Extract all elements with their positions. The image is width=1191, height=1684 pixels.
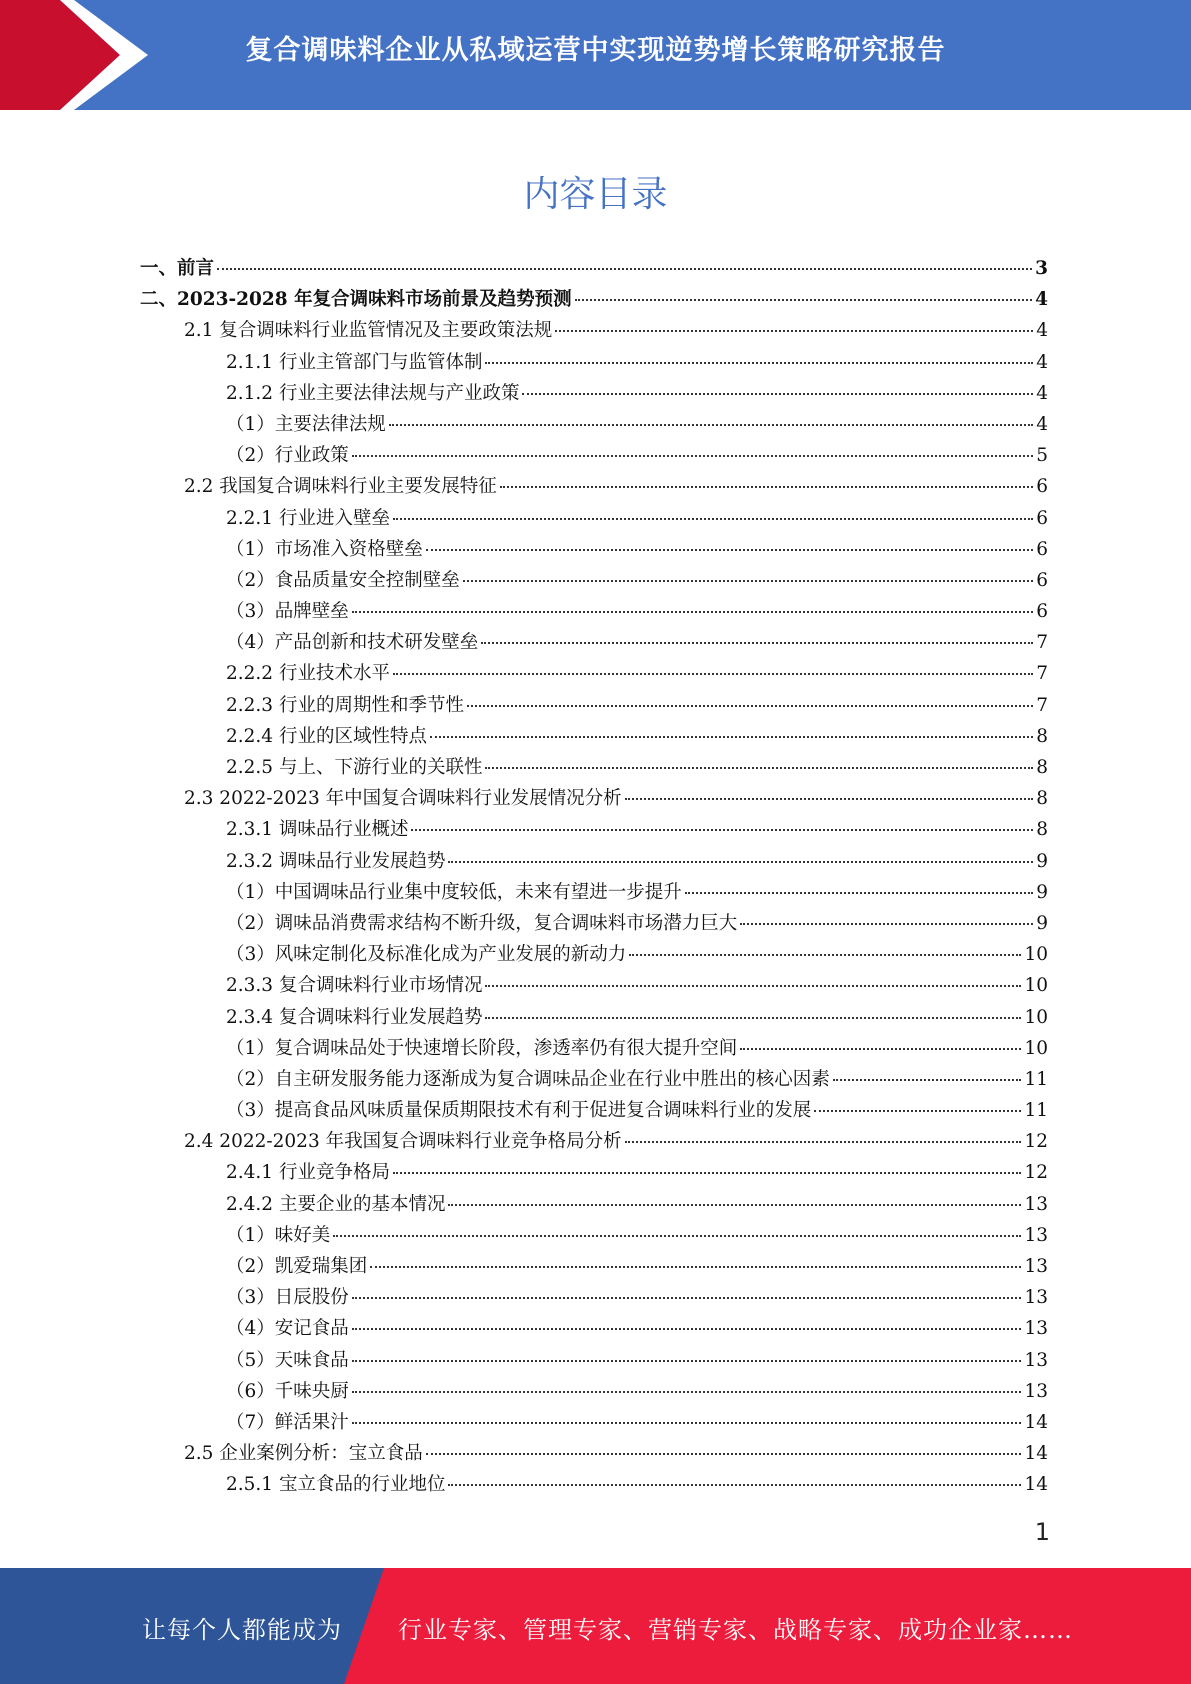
toc-entry[interactable]	[140, 815, 1048, 846]
toc-entry[interactable]	[140, 472, 1048, 503]
toc-entry-page: 10	[1024, 1037, 1048, 1059]
toc-entry[interactable]	[140, 1439, 1048, 1470]
toc-entry-page: 13	[1024, 1380, 1048, 1402]
toc-dot-leader	[575, 299, 1033, 301]
toc-entry-label: 2.1.2 行业主要法律法规与产业政策	[226, 382, 520, 404]
toc-entry[interactable]	[140, 1252, 1048, 1283]
toc-entry-label: （4）产品创新和技术研发壁垒	[226, 632, 479, 654]
toc-dot-leader	[463, 580, 1033, 582]
toc-entry[interactable]	[140, 1346, 1048, 1377]
toc-entry-page: 13	[1024, 1349, 1048, 1371]
toc-entry[interactable]	[140, 628, 1048, 659]
toc-entry-page: 4	[1036, 382, 1048, 404]
toc-dot-leader	[625, 1141, 1022, 1143]
toc-dot-leader	[485, 1017, 1021, 1019]
toc-entry[interactable]	[140, 940, 1048, 971]
toc-entry-page: 8	[1036, 788, 1048, 810]
toc-entry[interactable]	[140, 722, 1048, 753]
toc-dot-leader	[833, 1079, 1022, 1081]
table-of-contents	[140, 254, 1048, 1502]
toc-entry-page: 7	[1036, 694, 1048, 716]
toc-entry[interactable]	[140, 691, 1048, 722]
toc-entry-label: （3）提高食品风味质量保质期限技术有利于促进复合调味料行业的发展	[226, 1100, 812, 1122]
toc-entry-page: 6	[1036, 538, 1048, 560]
toc-entry[interactable]	[140, 441, 1048, 472]
toc-entry[interactable]	[140, 909, 1048, 940]
toc-entry-label: （1）复合调味品处于快速增长阶段，渗透率仍有很大提升空间	[226, 1037, 738, 1059]
toc-dot-leader	[467, 705, 1033, 707]
toc-dot-leader	[352, 1422, 1022, 1424]
toc-entry-page: 4	[1036, 320, 1048, 342]
toc-entry-page: 7	[1036, 663, 1048, 685]
toc-entry[interactable]	[140, 1158, 1048, 1189]
toc-dot-leader	[485, 767, 1033, 769]
toc-entry-page: 11	[1024, 1068, 1048, 1090]
toc-entry-label: （2）凯爱瑞集团	[226, 1256, 368, 1277]
toc-entry[interactable]	[140, 784, 1048, 815]
toc-entry-page: 13	[1024, 1224, 1048, 1246]
toc-dot-leader	[430, 736, 1033, 738]
toc-entry[interactable]	[140, 1003, 1048, 1034]
toc-entry[interactable]	[140, 753, 1048, 784]
toc-entry[interactable]	[140, 1190, 1048, 1221]
toc-entry[interactable]	[140, 535, 1048, 566]
toc-dot-leader	[393, 673, 1033, 675]
toc-entry-label: （2）食品质量安全控制壁垒	[226, 569, 460, 591]
toc-dot-leader	[448, 1204, 1021, 1206]
toc-entry-label: 2.4.1 行业竞争格局	[226, 1162, 390, 1184]
toc-entry-label: 2.2.1 行业进入壁垒	[226, 507, 390, 529]
toc-entry-page: 9	[1036, 912, 1048, 934]
toc-entry-label: （7）鲜活果汁	[226, 1411, 349, 1433]
toc-dot-leader	[217, 268, 1032, 270]
toc-entry[interactable]	[140, 1034, 1048, 1065]
toc-entry[interactable]	[140, 410, 1048, 441]
toc-dot-leader	[426, 1453, 1022, 1455]
toc-entry-label: 2.3.2 调味品行业发展趋势	[226, 850, 446, 872]
toc-entry-label: 2.5 企业案例分析：宝立食品	[184, 1443, 423, 1465]
toc-entry-page: 10	[1024, 944, 1048, 966]
header-title: 复合调味料企业从私域运营中实现逆势增长策略研究报告	[245, 35, 946, 66]
toc-dot-leader	[740, 1048, 1021, 1050]
toc-entry-label: 2.2.5 与上、下游行业的关联性	[226, 757, 483, 778]
toc-entry-page: 6	[1036, 476, 1048, 498]
toc-dot-leader	[481, 642, 1033, 644]
toc-entry-page: 4	[1036, 351, 1048, 373]
toc-entry-label: 2.2.4 行业的区域性特点	[226, 725, 427, 747]
toc-entry[interactable]	[140, 878, 1048, 909]
toc-entry-label: 2.3 2022-2023 年中国复合调味料行业发展情况分析	[184, 788, 622, 810]
toc-entry[interactable]	[140, 285, 1048, 316]
toc-entry-page: 5	[1036, 445, 1048, 467]
toc-dot-leader	[393, 518, 1033, 520]
toc-entry[interactable]	[140, 379, 1048, 410]
toc-entry-label: （6）千味央厨	[226, 1380, 349, 1402]
toc-entry[interactable]	[140, 1408, 1048, 1439]
footer-slogan-left: 让每个人都能成为	[142, 1616, 342, 1644]
toc-entry-label: 2.3.3 复合调味料行业市场情况	[226, 975, 483, 997]
toc-dot-leader	[352, 1391, 1022, 1393]
toc-dot-leader	[393, 1172, 1021, 1174]
toc-dot-leader	[740, 923, 1033, 925]
toc-entry-page: 3	[1035, 258, 1048, 279]
toc-entry[interactable]	[140, 971, 1048, 1002]
toc-dot-leader	[426, 549, 1033, 551]
toc-entry[interactable]	[140, 847, 1048, 878]
toc-dot-leader	[333, 1235, 1021, 1237]
toc-entry-page: 14	[1024, 1411, 1048, 1433]
footer-slogan-right: 行业专家、管理专家、营销专家、战略专家、成功企业家……	[398, 1616, 1073, 1644]
toc-entry-page: 12	[1024, 1131, 1048, 1153]
toc-dot-leader	[370, 1266, 1021, 1268]
toc-entry-page: 6	[1036, 569, 1048, 591]
toc-entry-label: 2.2 我国复合调味料行业主要发展特征	[184, 476, 497, 498]
toc-entry-label: （4）安记食品	[226, 1318, 349, 1340]
toc-entry-page: 13	[1024, 1318, 1048, 1340]
toc-entry-label: （2）调味品消费需求结构不断升级，复合调味料市场潜力巨大	[226, 912, 738, 934]
toc-entry-page: 8	[1036, 819, 1048, 841]
toc-entry-page: 13	[1024, 1287, 1048, 1309]
toc-entry[interactable]	[140, 316, 1048, 347]
toc-entry-page: 4	[1035, 289, 1048, 311]
toc-entry-page: 8	[1036, 757, 1048, 778]
toc-dot-leader	[685, 892, 1033, 894]
toc-dot-leader	[411, 829, 1033, 831]
toc-entry-page: 7	[1036, 632, 1048, 654]
toc-entry[interactable]	[140, 1127, 1048, 1158]
toc-entry-page: 12	[1024, 1162, 1048, 1184]
toc-title: 内容目录	[523, 174, 668, 215]
toc-entry-page: 10	[1024, 1006, 1048, 1028]
toc-entry-label: 2.3.1 调味品行业概述	[226, 819, 409, 841]
toc-dot-leader	[625, 798, 1034, 800]
toc-entry[interactable]	[140, 254, 1048, 285]
toc-entry-page: 9	[1036, 881, 1048, 903]
toc-entry-label: （5）天味食品	[226, 1349, 349, 1371]
toc-entry[interactable]	[140, 1377, 1048, 1408]
toc-entry-label: 一、前言	[140, 258, 215, 279]
toc-dot-leader	[448, 1484, 1021, 1486]
toc-entry-page: 9	[1036, 850, 1048, 872]
toc-dot-leader	[629, 954, 1021, 956]
toc-dot-leader	[500, 486, 1033, 488]
toc-entry-label: 2.1 复合调味料行业监管情况及主要政策法规	[184, 320, 553, 342]
toc-entry[interactable]	[140, 1221, 1048, 1252]
toc-dot-leader	[485, 985, 1021, 987]
toc-entry-page: 10	[1024, 975, 1048, 997]
toc-entry-page: 6	[1036, 601, 1048, 623]
toc-entry[interactable]	[140, 1314, 1048, 1345]
toc-dot-leader	[448, 861, 1033, 863]
toc-entry[interactable]	[140, 348, 1048, 379]
toc-entry-page: 14	[1024, 1474, 1048, 1496]
toc-entry-label: （2）自主研发服务能力逐渐成为复合调味品企业在行业中胜出的核心因素	[226, 1068, 830, 1090]
toc-entry-label: 2.4.2 主要企业的基本情况	[226, 1193, 446, 1215]
toc-entry[interactable]	[140, 1283, 1048, 1314]
toc-entry-page: 6	[1036, 507, 1048, 529]
toc-entry[interactable]	[140, 597, 1048, 628]
toc-entry[interactable]	[140, 1065, 1048, 1096]
toc-entry[interactable]	[140, 566, 1048, 597]
toc-entry[interactable]	[140, 1096, 1048, 1127]
toc-entry-label: 2.5.1 宝立食品的行业地位	[226, 1474, 446, 1496]
toc-entry-page: 11	[1024, 1100, 1048, 1122]
toc-entry-page: 14	[1024, 1443, 1048, 1465]
toc-entry-label: 2.2.3 行业的周期性和季节性	[226, 694, 464, 716]
page-header	[0, 0, 1191, 110]
toc-entry[interactable]	[140, 1470, 1048, 1501]
toc-dot-leader	[352, 1328, 1022, 1330]
toc-dot-leader	[352, 455, 1033, 457]
page-footer	[0, 1568, 1191, 1684]
page-number: 1	[1034, 1518, 1050, 1546]
toc-entry-label: 2.1.1 行业主管部门与监管体制	[226, 351, 483, 373]
toc-entry-page: 13	[1024, 1193, 1048, 1215]
toc-entry-page: 8	[1036, 725, 1048, 747]
toc-entry-label: （3）日辰股份	[226, 1287, 349, 1309]
toc-entry-label: （3）品牌壁垒	[226, 601, 349, 623]
toc-entry-label: 2.2.2 行业技术水平	[226, 663, 390, 685]
toc-entry-label: （1）味好美	[226, 1224, 331, 1246]
toc-dot-leader	[814, 1110, 1021, 1112]
toc-entry-label: （1）中国调味品行业集中度较低，未来有望进一步提升	[226, 881, 682, 903]
toc-dot-leader	[389, 424, 1033, 426]
toc-entry-label: （1）市场准入资格壁垒	[226, 538, 423, 560]
toc-dot-leader	[352, 1360, 1022, 1362]
toc-entry-label: 2.4 2022-2023 年我国复合调味料行业竞争格局分析	[184, 1131, 622, 1153]
toc-entry-label: （3）风味定制化及标准化成为产业发展的新动力	[226, 944, 627, 966]
toc-entry-label: （1）主要法律法规	[226, 413, 386, 435]
toc-dot-leader	[485, 362, 1033, 364]
toc-entry-page: 4	[1036, 413, 1048, 435]
toc-dot-leader	[522, 393, 1033, 395]
toc-entry[interactable]	[140, 659, 1048, 690]
toc-dot-leader	[352, 1297, 1022, 1299]
toc-entry-label: 二、2023-2028 年复合调味料市场前景及趋势预测	[140, 289, 572, 311]
toc-entry-label: 2.3.4 复合调味料行业发展趋势	[226, 1006, 483, 1028]
toc-dot-leader	[555, 330, 1033, 332]
toc-entry-label: （2）行业政策	[226, 445, 349, 467]
toc-entry-page: 13	[1024, 1256, 1048, 1277]
toc-dot-leader	[352, 611, 1033, 613]
toc-entry[interactable]	[140, 504, 1048, 535]
